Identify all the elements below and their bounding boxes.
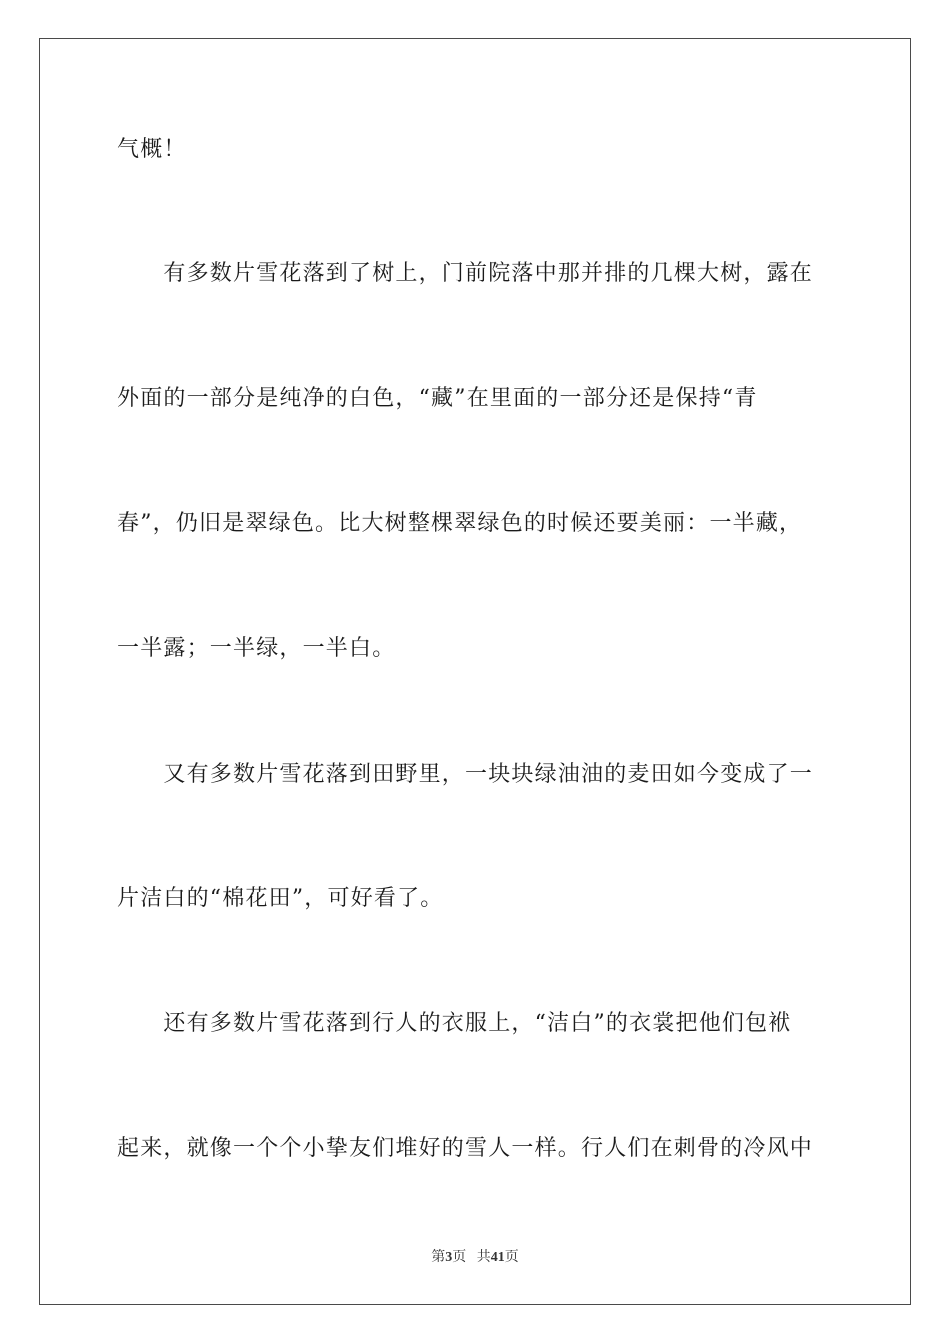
page-border: [39, 38, 911, 1305]
page-number: 3: [445, 1250, 453, 1265]
text-line-2: 有多数片雪花落到了树上，门前院落中那并排的几棵大树，露在: [117, 261, 814, 286]
page-prefix: 第: [431, 1250, 446, 1265]
text-line-4: 春”，仍旧是翠绿色。比大树整棵翠绿色的时候还要美丽：一半藏，: [117, 511, 803, 536]
total-pages: 41: [490, 1250, 505, 1265]
total-suffix: 页: [504, 1250, 519, 1265]
text-line-3: 外面的一部分是纯净的白色，“藏”在里面的一部分还是保持“青: [117, 386, 758, 411]
text-line-9: 起来，就像一个个小挚友们堆好的雪人一样。行人们在刺骨的冷风中: [117, 1136, 814, 1161]
text-line-5: 一半露；一半绿，一半白。: [117, 636, 396, 661]
total-prefix: 共: [476, 1250, 491, 1265]
text-line-8: 还有多数片雪花落到行人的衣服上，“洁白”的衣裳把他们包袱: [117, 1011, 792, 1036]
page-footer: [0, 1246, 950, 1266]
page-suffix: 页: [452, 1250, 467, 1265]
text-line-7: 片洁白的“棉花田”，可好看了。: [117, 886, 444, 911]
text-line-6: 又有多数片雪花落到田野里，一块块绿油油的麦田如今变成了一: [117, 762, 814, 787]
text-line-1: 气概！: [117, 137, 187, 162]
